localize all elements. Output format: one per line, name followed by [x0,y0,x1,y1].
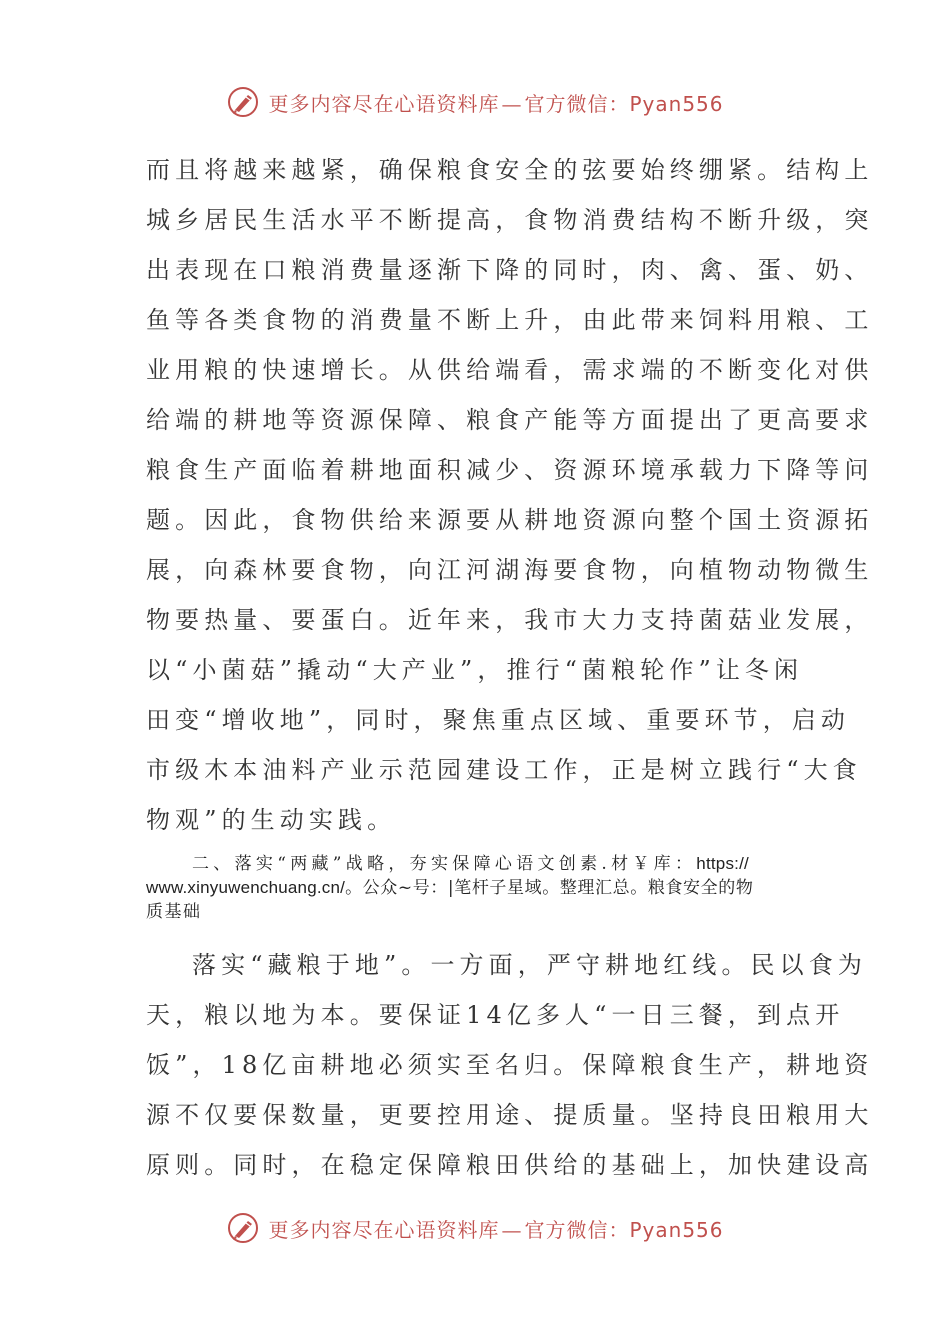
paragraph-1 [146,145,874,845]
text-line: 业用粮的快速增长。从供给端看，需求端的不断变化对供 [146,356,874,384]
heading-line: 二、落实“两藏”战略，夯实保障心语文创素.材￥库：https:// [192,854,749,874]
paragraph-2 [146,940,874,1190]
footer-banner [0,1208,950,1248]
heading-line: 质基础 [146,902,202,922]
text-line: 原则。同时，在稳定保障粮田供给的基础上，加快建设高 [146,1151,874,1179]
text-line: 城乡居民生活水平不断提高，食物消费结构不断升级，突 [146,206,874,234]
wechat-id: Pyan556 [629,1217,724,1242]
text-line: 出表现在口粮消费量逐渐下降的同时，肉、禽、蛋、奶、 [146,256,874,284]
pen-logo-icon [226,85,260,119]
text-line: 鱼等各类食物的消费量不断上升，由此带来饲料用粮、工 [146,306,874,334]
text-line: 而且将越来越紧，确保粮食安全的弦要始终绷紧。结构上 [146,156,874,184]
banner-text: 更多内容尽在心语资料库 — 官方微信：Pyan556 [268,91,724,116]
text-line: 物观”的生动实践。 [146,806,397,834]
pen-logo-icon [226,1211,260,1245]
heading-line: www.xinyuwenchuang.cn/。公众~号：|笔杆子星域。整理汇总。粮食安全的物 [146,878,754,898]
header-banner [0,82,950,122]
text-line: 题。因此，食物供给来源要从耕地资源向整个国土资源拓 [146,506,874,534]
banner-text: 更多内容尽在心语资料库 — 官方微信：Pyan556 [268,1217,724,1242]
section-heading [146,852,808,924]
text-line: 以“小菌菇”撬动“大产业”，推行“菌粮轮作”让冬闲 [146,656,804,684]
text-line: 给端的耕地等资源保障、粮食产能等方面提出了更高要求 [146,406,874,434]
text-line: 物要热量、要蛋白。近年来，我市大力支持菌菇业发展， [146,606,874,634]
text-line: 源不仅要保数量，更要控用途、提质量。坚持良田粮用大 [146,1101,874,1129]
text-line: 天，粮以地为本。要保证14亿多人“一日三餐，到点开 [146,1001,845,1029]
text-line: 落实“藏粮于地”。一方面，严守耕地红线。民以食为 [192,951,867,979]
source-link[interactable]: https:// [696,854,749,873]
text-line: 饭”，18亿亩耕地必须实至名归。保障粮食生产，耕地资 [146,1051,874,1079]
text-line: 展，向森林要食物，向江河湖海要食物，向植物动物微生 [146,556,874,584]
source-link[interactable]: www.xinyuwenchuang.cn/ [146,878,346,897]
wechat-id: Pyan556 [629,91,724,116]
text-line: 粮食生产面临着耕地面积减少、资源环境承载力下降等问 [146,456,874,484]
text-line: 田变“增收地”，同时，聚焦重点区域、重要环节，启动 [146,706,851,734]
text-line: 市级木本油料产业示范园建设工作，正是树立践行“大食 [146,756,862,784]
